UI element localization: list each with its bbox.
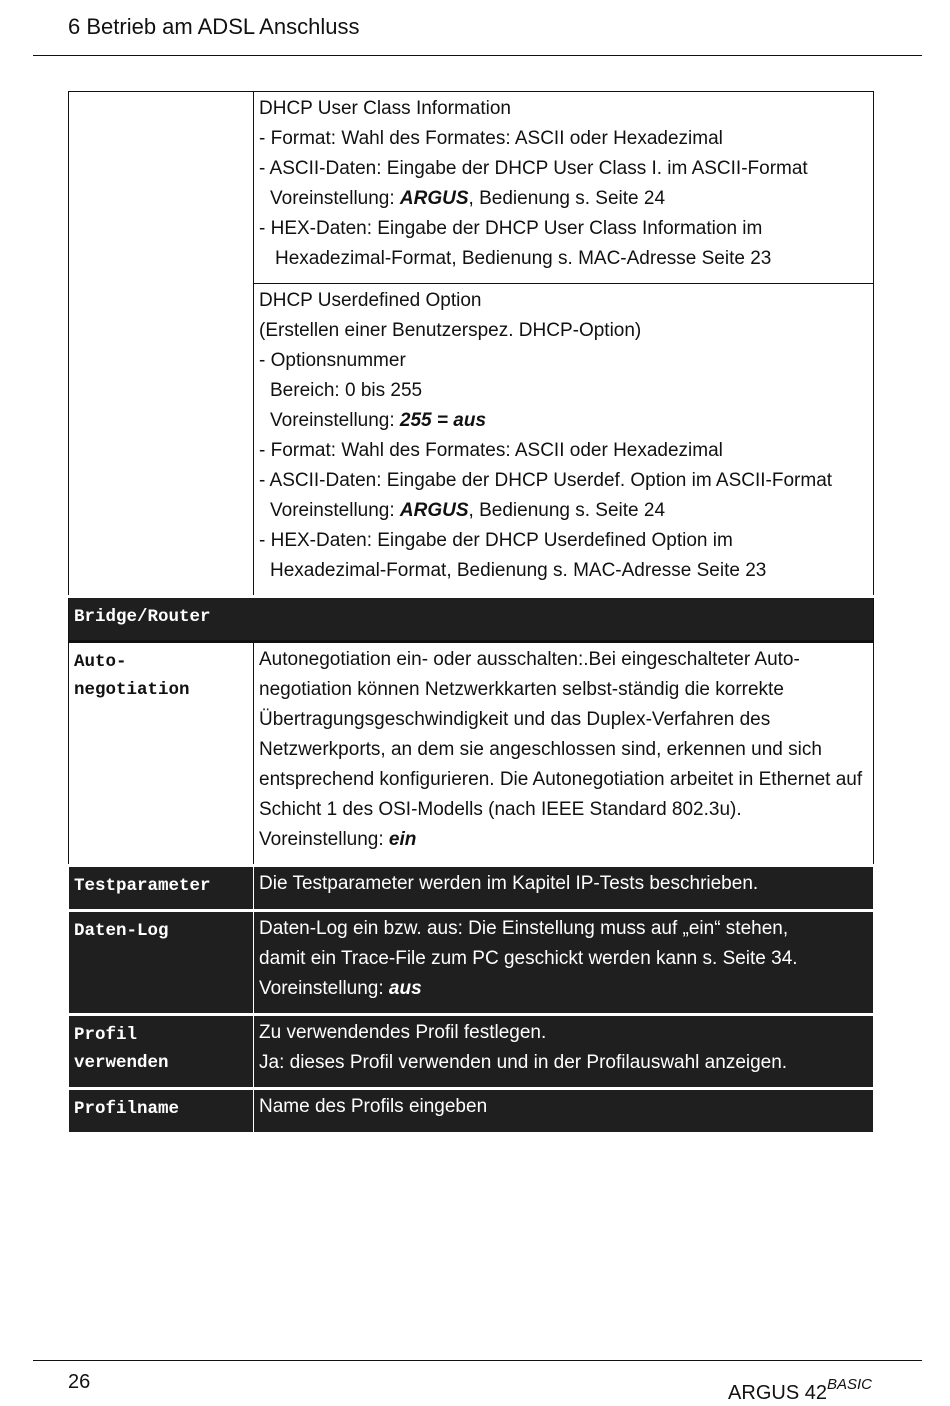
autonegotiation-key: [69, 642, 254, 866]
profil-verwenden-key: [69, 1015, 254, 1089]
page-header-title: 6 Betrieb am ADSL Anschluss: [68, 14, 360, 39]
product-name: [728, 1372, 872, 1406]
dhcp-user-class-default: [259, 184, 867, 214]
autonegotiation-text: Autonegotiation ein- oder ausschalten:.Bei eingeschalteter Auto-negotiation können Netzwerkkarten selbst-ständig die korrekte Übertragungsgeschwindigkeit und das Duplex-Verfahren des Netzwerkports, an dem sie angeschlossen sind, erkennen und sich entsprechend konfigurieren. Die Autonegotiation arbeitet in Ethernet auf Schicht 1 des OSI-Modells (nach IEEE Standard 802.3u).: [259, 649, 863, 820]
dhcp-userdefined-title: DHCP Userdefined Option: [259, 290, 482, 311]
table-row-autonegotiation: [69, 642, 874, 866]
table-row-dhcp-user-class: [69, 92, 874, 284]
dhcp-userdefined-default-ascii: [259, 496, 867, 526]
table-row-daten-log: [69, 911, 874, 1015]
dhcp-userdefined-hex: - HEX-Daten: Eingabe der DHCP Userdefined Option im: [259, 530, 733, 551]
dhcp-userdefined-desc: (Erstellen einer Benutzerspez. DHCP-Option): [259, 320, 642, 341]
default-value: aus: [388, 978, 422, 999]
key-line: Profil: [74, 1025, 138, 1045]
default-label: Voreinstellung:: [270, 410, 400, 431]
default-suffix: , Bedienung s. Seite 24: [468, 500, 666, 521]
section-heading: Bridge/Router: [69, 597, 874, 642]
dhcp-user-class-title: DHCP User Class Information: [259, 98, 512, 119]
dhcp-userdefined-format: - Format: Wahl des Formates: ASCII oder Hexadezimal: [259, 440, 723, 461]
testparameter-description: Die Testparameter werden im Kapitel IP-Tests beschrieben.: [254, 866, 874, 911]
key-line: Auto-: [74, 652, 127, 672]
dhcp-user-class-hex: - HEX-Daten: Eingabe der DHCP User Class Information im: [259, 218, 763, 239]
key-line: verwenden: [74, 1053, 169, 1073]
table-row-profilname: [69, 1089, 874, 1133]
default-label: Voreinstellung:: [270, 188, 400, 209]
profilname-description: Name des Profils eingeben: [254, 1089, 874, 1133]
default-value: ein: [388, 829, 417, 850]
default-value: 255 = aus: [399, 410, 487, 431]
dhcp-userdefined-ascii: - ASCII-Daten: Eingabe der DHCP Userdef. Option im ASCII-Format: [259, 470, 833, 491]
header-divider: [33, 55, 922, 56]
key-line: negotiation: [74, 680, 190, 700]
profilname-key: Profilname: [69, 1089, 254, 1133]
table-row-profil-verwenden: [69, 1015, 874, 1089]
footer-divider: [33, 1360, 922, 1361]
default-label: Voreinstellung:: [270, 500, 400, 521]
empty-key-cell: [69, 92, 254, 597]
default-label: Voreinstellung:: [259, 978, 389, 999]
testparameter-key: Testparameter: [69, 866, 254, 911]
dhcp-userdefined-option-number: - Optionsnummer: [259, 350, 406, 371]
default-value: ARGUS: [399, 500, 469, 521]
section-row-bridge-router: [69, 597, 874, 642]
daten-log-description: [254, 911, 874, 1015]
daten-log-default: [259, 974, 867, 1004]
profil-verwenden-line: Ja: dieses Profil verwenden und in der Profilauswahl anzeigen.: [259, 1052, 788, 1073]
default-suffix: , Bedienung s. Seite 24: [468, 188, 666, 209]
daten-log-key: Daten-Log: [69, 911, 254, 1015]
product-suffix: BASIC: [826, 1376, 872, 1393]
dhcp-user-class-hex-format: Hexadezimal-Format, Bedienung s. MAC-Adresse Seite 23: [275, 248, 772, 269]
daten-log-line: damit ein Trace-File zum PC geschickt werden kann s. Seite 34.: [259, 948, 798, 969]
default-label: Voreinstellung:: [259, 829, 389, 850]
dhcp-userdefined-range: Bereich: 0 bis 255: [270, 380, 423, 401]
dhcp-userdefined-cell: [254, 284, 874, 597]
dhcp-userdefined-hex-format: Hexadezimal-Format, Bedienung s. MAC-Adresse Seite 23: [270, 560, 767, 581]
dhcp-user-class-ascii: - ASCII-Daten: Eingabe der DHCP User Class I. im ASCII-Format: [259, 158, 808, 179]
profil-verwenden-line: Zu verwendendes Profil festlegen.: [259, 1022, 547, 1043]
dhcp-user-class-cell: [254, 92, 874, 284]
profil-verwenden-description: [254, 1015, 874, 1089]
autonegotiation-description: [254, 642, 874, 866]
dhcp-userdefined-default-option: [259, 406, 867, 436]
table-row-testparameter: [69, 866, 874, 911]
product-label: ARGUS 42: [728, 1382, 827, 1404]
daten-log-line: Daten-Log ein bzw. aus: Die Einstellung muss auf „ein“ stehen,: [259, 918, 789, 939]
default-value: ARGUS: [399, 188, 469, 209]
page-number: 26: [68, 1371, 91, 1393]
parameter-table: [68, 91, 874, 1133]
dhcp-user-class-format: - Format: Wahl des Formates: ASCII oder Hexadezimal: [259, 128, 723, 149]
